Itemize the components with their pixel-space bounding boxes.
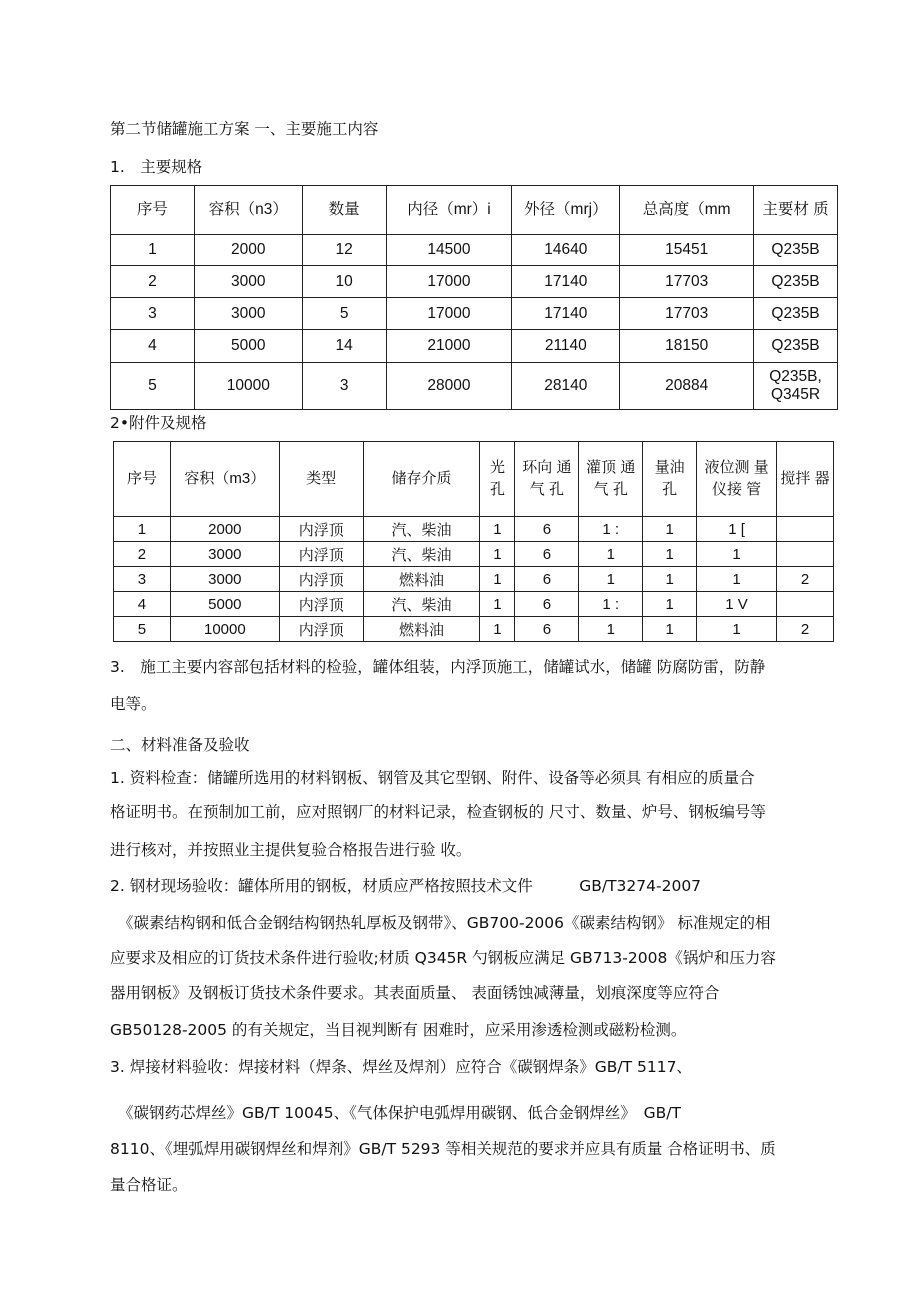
- table-cell: 14: [302, 330, 386, 363]
- table-cell: 6: [515, 567, 579, 592]
- table-cell: 3000: [194, 298, 302, 330]
- table-cell: [776, 592, 833, 617]
- table-cell: 内浮顶: [279, 617, 363, 642]
- table-cell: 17140: [512, 266, 620, 298]
- table-cell: 3000: [170, 542, 279, 567]
- table-cell: 内浮顶: [279, 592, 363, 617]
- item3-line: 8110、《埋弧焊用碳钢焊丝和焊剂》GB/T 5293 等相关规范的要求并应具有质量 合格证明书、质: [110, 1140, 776, 1158]
- table-cell: 1: [697, 567, 777, 592]
- table-cell: 类型: [279, 442, 363, 517]
- table-cell: 1 [: [697, 517, 777, 542]
- table-cell: 4: [114, 592, 171, 617]
- item3-line: 《碳钢药芯焊丝》GB/T 10045、《气体保护电弧焊用碳钢、低合金钢焊丝》 GB/T: [118, 1104, 681, 1122]
- table-cell: 灌顶 通 气 孔: [579, 442, 643, 517]
- table-row: [114, 517, 834, 542]
- table-cell: 量油 孔: [643, 442, 697, 517]
- para3-line: 3. 施工主要内容部包括材料的检验，罐体组装，内浮顶施工，储罐试水，储罐 防腐防雷，防静: [110, 658, 766, 676]
- table-row: [111, 266, 838, 298]
- table-cell: Q235B: [754, 298, 838, 330]
- table-cell: 1 V: [697, 592, 777, 617]
- table-cell: 主要材 质: [754, 186, 838, 235]
- table-cell: 序号: [111, 186, 195, 235]
- item2-line: 《碳素结构钢和低合金钢结构钢热轧厚板及钢带》、GB700-2006《碳素结构钢》 标准规定的相: [118, 914, 771, 932]
- table-cell: Q235B: [754, 235, 838, 266]
- table-cell: Q235B, Q345R: [754, 363, 838, 410]
- spec-table: [110, 185, 838, 410]
- table-cell: 1: [579, 617, 643, 642]
- table-cell: 汽、柴油: [363, 517, 480, 542]
- item2-line: GB50128-2005 的有关规定，当目视判断有 困难时，应采用渗透检测或磁粉检测。: [110, 1021, 687, 1039]
- table-cell: 内浮顶: [279, 517, 363, 542]
- item1-line: 进行核对，并按照业主提供复验合格报告进行验 收。: [110, 841, 472, 859]
- table-cell: 3: [114, 567, 171, 592]
- item2-line: 2. 钢材现场验收：罐体所用的钢板，材质应严格按照技术文件 GB/T3274-2007: [110, 877, 702, 895]
- table-cell: 1: [643, 592, 697, 617]
- table-cell: 2: [776, 617, 833, 642]
- attachment-table: [113, 441, 834, 642]
- table-cell: 光 孔: [480, 442, 515, 517]
- table-cell: 2: [776, 567, 833, 592]
- table-cell: 1: [579, 567, 643, 592]
- table-cell: 搅拌 器: [776, 442, 833, 517]
- table-cell: 燃料油: [363, 567, 480, 592]
- table-cell: 1: [697, 617, 777, 642]
- table-cell: Q235B: [754, 330, 838, 363]
- table-row: [114, 542, 834, 567]
- table-cell: 液位测 量 仪接 管: [697, 442, 777, 517]
- item3-line: 量合格证。: [110, 1176, 188, 1194]
- table-cell: 21000: [386, 330, 512, 363]
- table-cell: 5: [302, 298, 386, 330]
- table-cell: 17703: [620, 266, 754, 298]
- table-cell: 14500: [386, 235, 512, 266]
- item3-line: 3. 焊接材料验收：焊接材料（焊条、焊丝及焊剂）应符合《碳钢焊条》GB/T 5117、: [110, 1058, 692, 1076]
- table-cell: 3: [111, 298, 195, 330]
- table-cell: 6: [515, 542, 579, 567]
- table-cell: 14640: [512, 235, 620, 266]
- table-cell: 1: [697, 542, 777, 567]
- table-cell: 10000: [170, 617, 279, 642]
- table-cell: 6: [515, 517, 579, 542]
- table-cell: 10000: [194, 363, 302, 410]
- table-header-row: [114, 442, 834, 517]
- table-cell: [776, 517, 833, 542]
- table-cell: 3000: [170, 567, 279, 592]
- table-cell: 1: [480, 592, 515, 617]
- table-row: [114, 617, 834, 642]
- table-row: [111, 298, 838, 330]
- table-cell: 2000: [194, 235, 302, 266]
- table-cell: 17140: [512, 298, 620, 330]
- table-cell: 17000: [386, 298, 512, 330]
- table-cell: 容积（n3）: [194, 186, 302, 235]
- table-cell: 17703: [620, 298, 754, 330]
- table-cell: 3: [302, 363, 386, 410]
- table-cell: [776, 542, 833, 567]
- table-cell: 10: [302, 266, 386, 298]
- table-cell: 1 :: [579, 592, 643, 617]
- table-cell: 21140: [512, 330, 620, 363]
- table-cell: 内浮顶: [279, 567, 363, 592]
- section2-title: 二、材料准备及验收: [110, 736, 250, 754]
- table-cell: 1: [643, 617, 697, 642]
- table-cell: 2: [114, 542, 171, 567]
- table-cell: 1: [480, 542, 515, 567]
- spec-heading: 1. 主要规格: [110, 158, 203, 176]
- table-cell: 1: [114, 517, 171, 542]
- item1-line: 1. 资料检查：储罐所选用的材料钢板、钢管及其它型钢、附件、设备等必须具 有相应的质量合: [110, 769, 755, 787]
- table-cell: 燃料油: [363, 617, 480, 642]
- table-cell: 1: [643, 517, 697, 542]
- table-cell: 1: [111, 235, 195, 266]
- table-cell: 容积（m3）: [170, 442, 279, 517]
- para3-line: 电等。: [110, 695, 157, 713]
- table-cell: 3000: [194, 266, 302, 298]
- item2-line: 器用钢板》及钢板订货技术条件要求。其表面质量、 表面锈蚀减薄量，划痕深度等应符合: [110, 984, 720, 1002]
- table-cell: 1 :: [579, 517, 643, 542]
- table-cell: 序号: [114, 442, 171, 517]
- table-cell: Q235B: [754, 266, 838, 298]
- table-cell: 5000: [170, 592, 279, 617]
- table-row: [114, 592, 834, 617]
- table-cell: 内径（mr）i: [386, 186, 512, 235]
- table-cell: 4: [111, 330, 195, 363]
- table-header-row: [111, 186, 838, 235]
- table-cell: 5000: [194, 330, 302, 363]
- attach-heading: 2•附件及规格: [110, 414, 207, 432]
- table-cell: 2: [111, 266, 195, 298]
- table-cell: 1: [480, 517, 515, 542]
- table-cell: 环向 通 气 孔: [515, 442, 579, 517]
- table-row: [111, 363, 838, 410]
- table-cell: 20884: [620, 363, 754, 410]
- table-cell: 6: [515, 592, 579, 617]
- table-cell: 1: [480, 617, 515, 642]
- table-cell: 28000: [386, 363, 512, 410]
- table-cell: 汽、柴油: [363, 592, 480, 617]
- table-cell: 28140: [512, 363, 620, 410]
- table-cell: 1: [643, 542, 697, 567]
- table-row: [111, 235, 838, 266]
- table-cell: 1: [480, 567, 515, 592]
- table-cell: 汽、柴油: [363, 542, 480, 567]
- item1-line: 格证明书。在预制加工前，应对照钢厂的材料记录，检查钢板的 尺寸、数量、炉号、钢板编号等: [110, 803, 766, 821]
- table-cell: 外径（mrj）: [512, 186, 620, 235]
- item2-line: 应要求及相应的订货技术条件进行验收;材质 Q345R 勺钢板应满足 GB713-2008《锅炉和压力容: [110, 949, 776, 967]
- table-cell: 1: [579, 542, 643, 567]
- table-cell: 18150: [620, 330, 754, 363]
- table-cell: 5: [111, 363, 195, 410]
- table-row: [111, 330, 838, 363]
- section-title: 第二节储罐施工方案 一、主要施工内容: [110, 120, 379, 138]
- table-cell: 12: [302, 235, 386, 266]
- table-cell: 2000: [170, 517, 279, 542]
- table-cell: 数量: [302, 186, 386, 235]
- table-cell: 内浮顶: [279, 542, 363, 567]
- table-row: [114, 567, 834, 592]
- table-cell: 总高度（mm: [620, 186, 754, 235]
- table-cell: 储存介质: [363, 442, 480, 517]
- table-cell: 17000: [386, 266, 512, 298]
- table-cell: 1: [643, 567, 697, 592]
- table-cell: 5: [114, 617, 171, 642]
- table-cell: 6: [515, 617, 579, 642]
- table-cell: 15451: [620, 235, 754, 266]
